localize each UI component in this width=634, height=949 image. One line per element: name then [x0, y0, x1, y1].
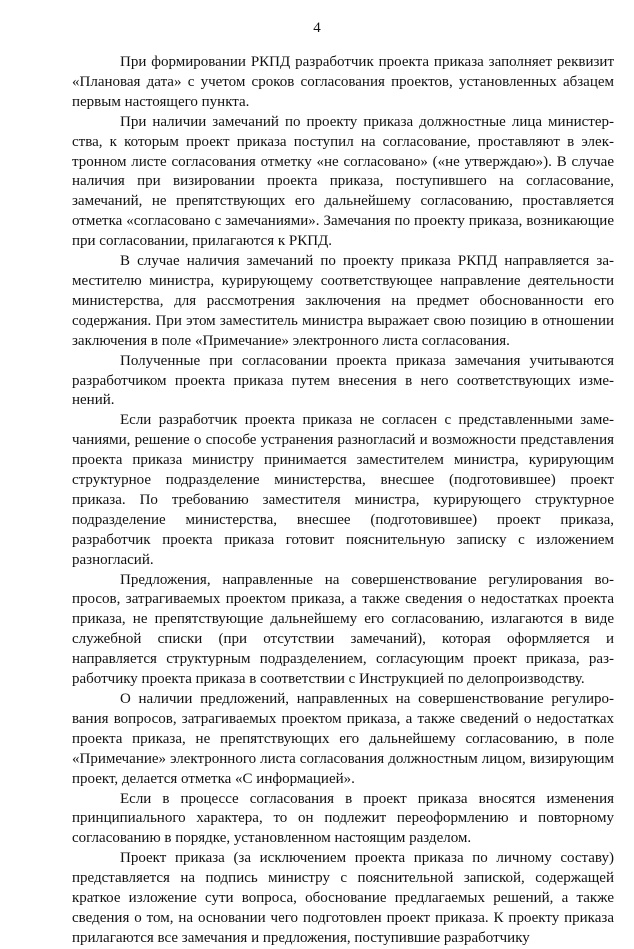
paragraph-8: Если в процессе согласования в проект приказа вносятся изменения принципиального характера, то он подлежит переоформлению и повторному согласованию в порядке, установленном настоящим разделом. [72, 790, 614, 847]
paragraph-6: Предложения, направленные на совершенствование регулирования вопросов, затрагиваемых проектом приказа, а также сведения о недостатках проекта приказа, не препятствующие дальнейшему его согласованию, излагаются в виде служебной списки (при отсутствии замечаний), которая оформляется и направляется структурным подразделением, согласующим проект приказа, разработчику проекта приказа в соответствии с Инструкцией по делопроизводству. [72, 571, 614, 688]
document-body [72, 53, 614, 949]
paragraph-9: Проект приказа (за исключением проекта приказа по личному составу) представляется на подпись министру с пояснительной запиской, содержащей краткое изложение сути вопроса, обоснование предлагаемых решений, а также сведения о том, на основании чего подготовлен проект приказа. К проекту приказа прилагаются все замечания и предложения, поступившие разработчику [72, 850, 614, 946]
paragraph-1: При формировании РКПД разработчик проекта приказа заполняет реквизит «Плановая дата» с учетом сроков согласования проектов, установленных абзацем первым настоящего пункта. [72, 54, 614, 110]
paragraph-4: Полученные при согласовании проекта приказа замечания учитываются разработчиком проекта приказа путем внесения в него соответствующих изменений. [72, 352, 614, 409]
paragraph-5: Если разработчик проекта приказа не согласен с представленными замечаниями, решение о способе устранения разногласий и возможности представления проекта приказа министру принимается заместителем министра, курирующим структурное подразделение министерства, внесшее (подготовившее) проект приказа. По требованию заместителя министра, курирующего структурное подразделение министерства, внесшее (подготовившее) проект приказа, разработчик проекта приказа готовит пояснительную записку с изложением разногласий. [72, 412, 614, 568]
paragraph-3: В случае наличия замечаний по проекту приказа РКПД направляется заместителю министра, курирующему соответствующее направление деятельности министерства, для рассмотрения заключения на предмет обоснованности его содержания. При этом заместитель министра выражает свою позицию в отношении заключения в поле «Примечание» электронного листа согласования. [72, 253, 614, 349]
paragraph-2: При наличии замечаний по проекту приказа должностные лица министерства, к которым проект приказа поступил на согласование, проставляют в электронном листе согласования отметку «не согласовано» («не утверждаю»). В случае наличия при визировании проекта приказа, поступившего на согласование, замечаний, не препятствующих его дальнейшему согласованию, проставляется отметка «согласовано с замечаниями». Замечания по проекту приказа, возникающие при согласовании, прилагаются к РКПД. [72, 113, 614, 250]
page-number: 4 [313, 20, 321, 36]
paragraph-7: О наличии предложений, направленных на совершенствование регулирования вопросов, затрагиваемых проектом приказа, а также сведений о недостатках проекта приказа, не препятствующих его дальнейшему согласованию, в поле «Примечание» электронного листа согласования должностным лицом, визирующим проект, делается отметка «С информацией». [72, 691, 614, 787]
